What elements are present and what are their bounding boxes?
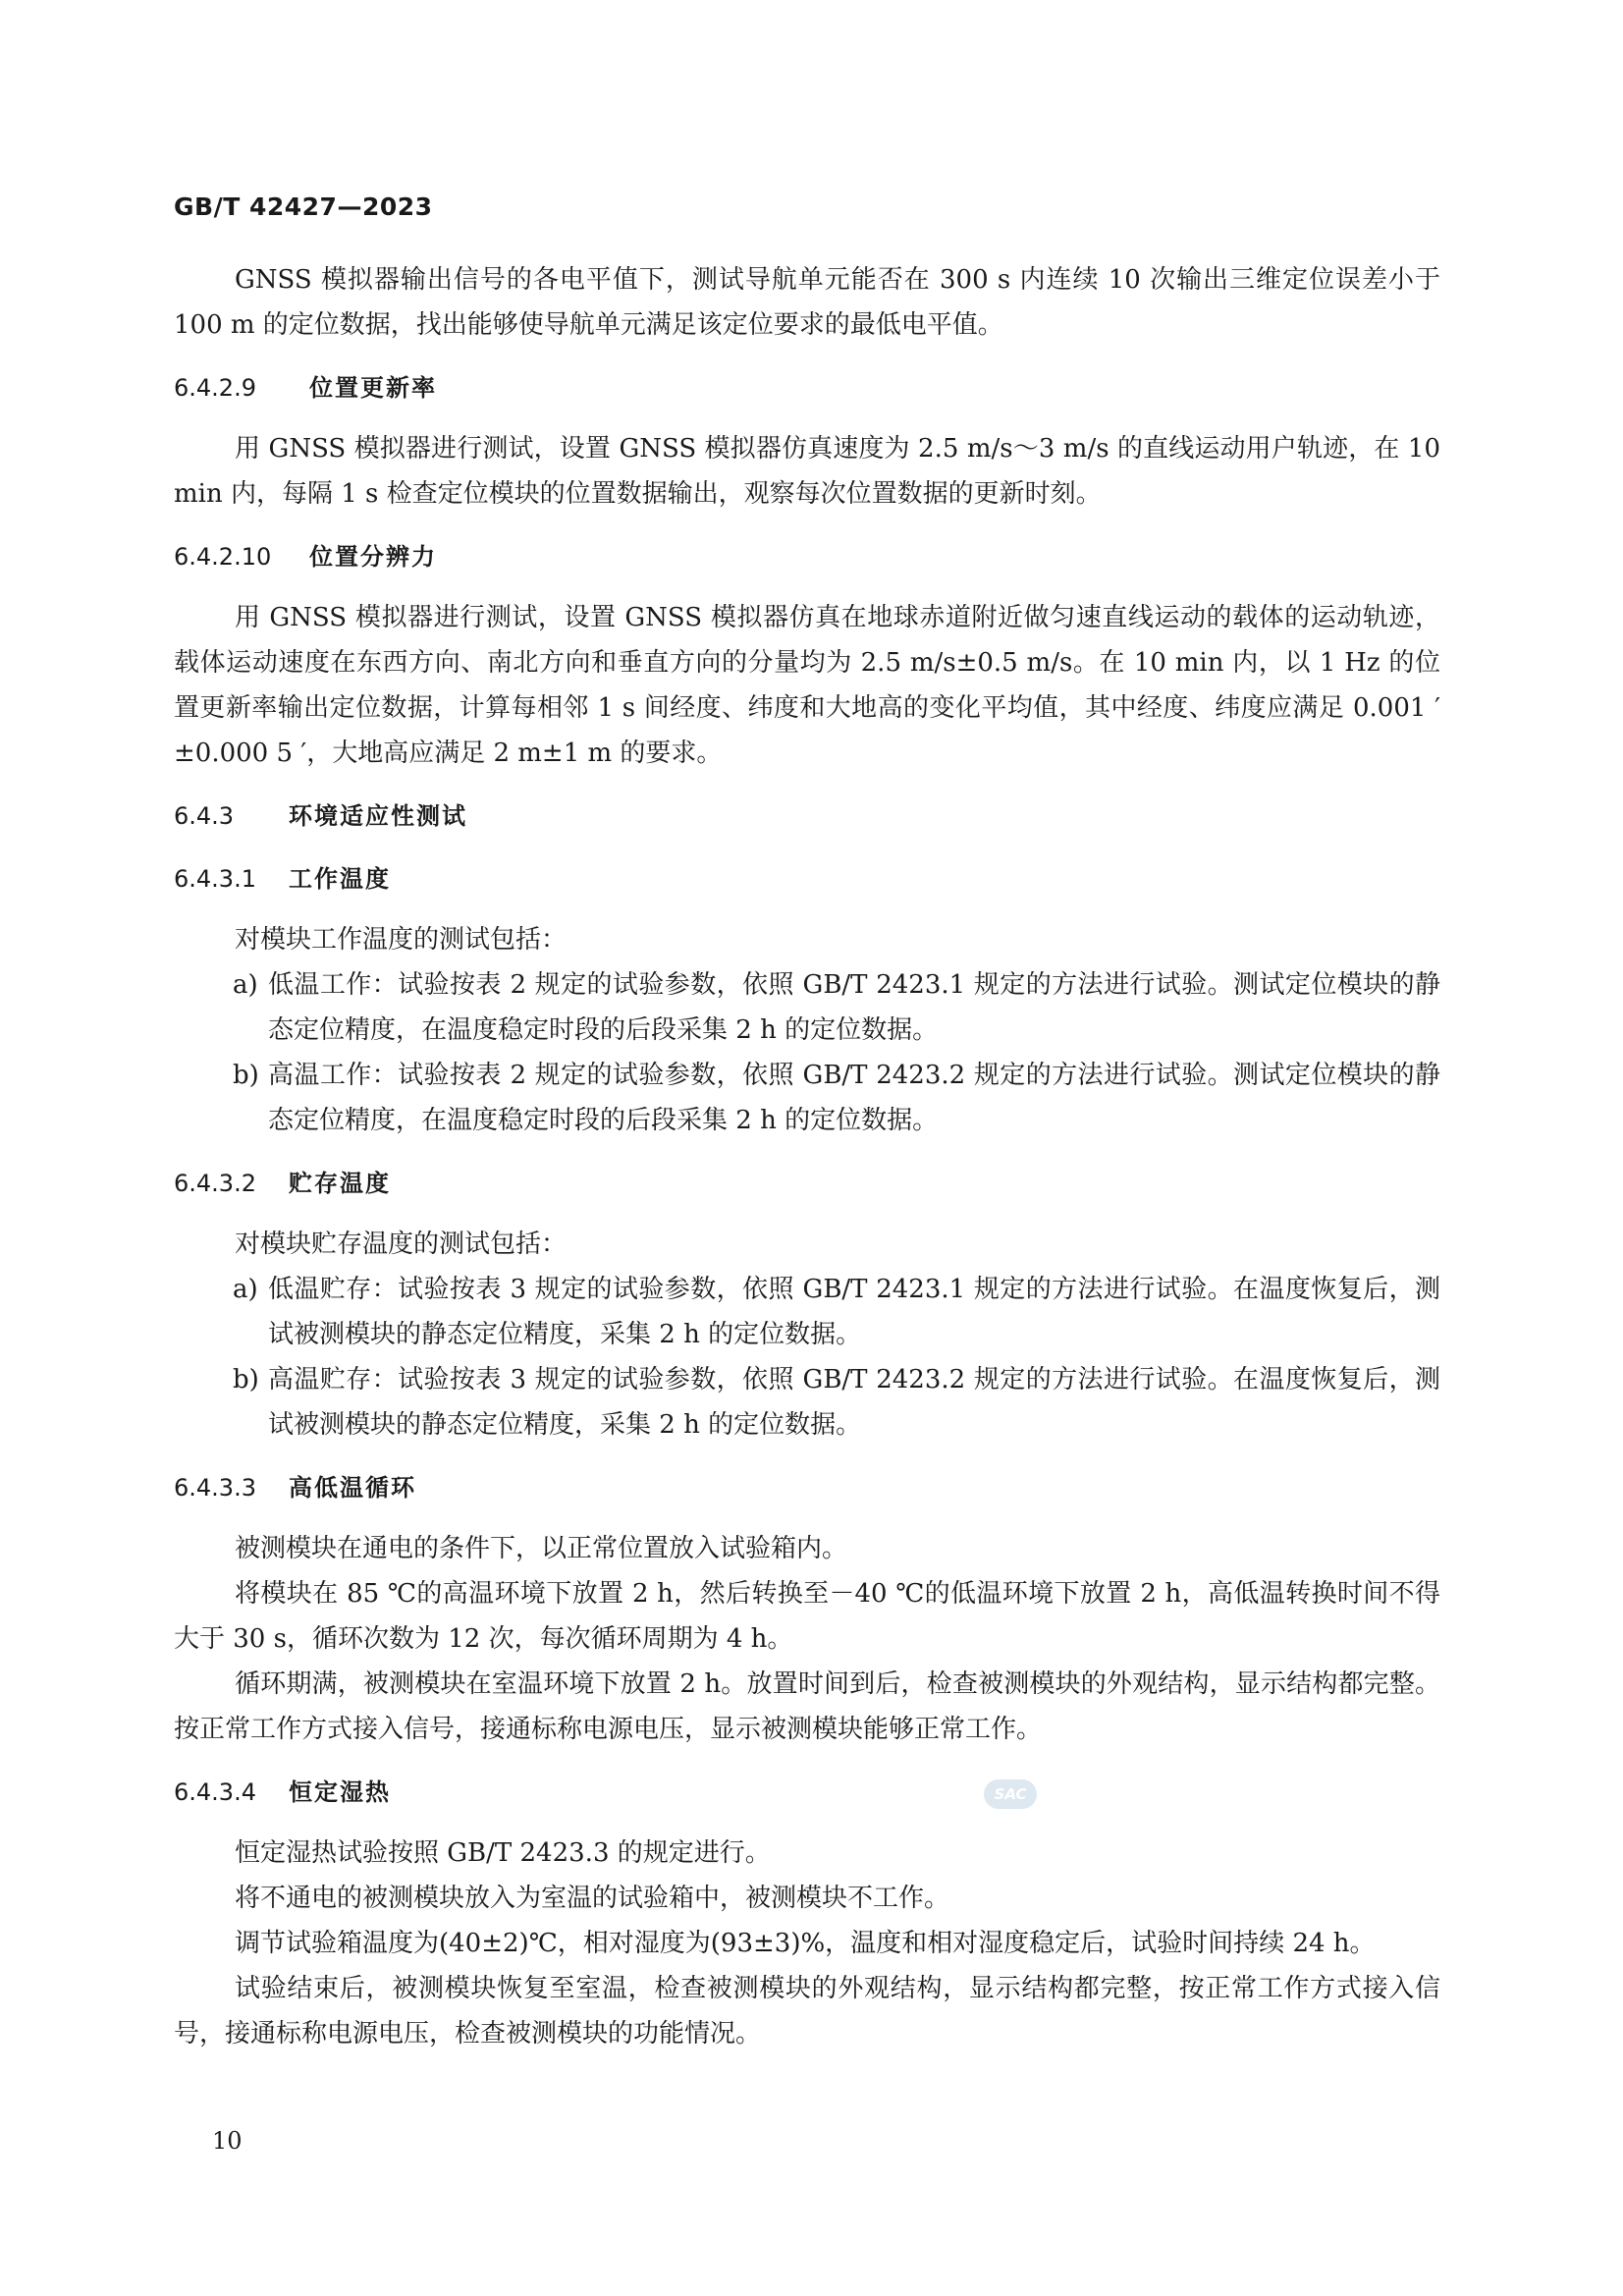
paragraph: 被测模块在通电的条件下，以正常位置放入试验箱内。 [235, 1534, 848, 1563]
paragraph: 调节试验箱温度为(40±2)℃，相对湿度为(93±3)%，温度和相对湿度稳定后，试验时间持续 24 h。 [235, 1929, 1376, 1958]
list-marker: b) [233, 1365, 259, 1394]
paragraph: 将不通电的被测模块放入为室温的试验箱中，被测模块不工作。 [235, 1884, 950, 1913]
section-number: 6.4.2.9 [174, 374, 256, 402]
paragraph: 用 GNSS 模拟器进行测试，设置 GNSS 模拟器仿真速度为 2.5 m/s～3 m/s 的直线运动用户轨迹，在 10 min 内，每隔 1 s 检查定位模块的位置数据输出，观察每次位置数据的更新时刻。 [174, 434, 1440, 509]
section-title: 位置更新率 [309, 374, 437, 402]
list-marker: a) [233, 970, 258, 1000]
list-item [174, 1267, 1440, 1357]
paragraph: 恒定湿热试验按照 GB/T 2423.3 的规定进行。 [235, 1838, 771, 1868]
section-heading-6-4-3-1 [174, 856, 1440, 902]
list-item [174, 1357, 1440, 1448]
paragraph: 试验结束后，被测模块恢复至室温，检查被测模块的外观结构，显示结构都完整，按正常工作方式接入信号，接通标称电源电压，检查被测模块的功能情况。 [174, 1974, 1440, 2049]
list-marker: b) [233, 1061, 259, 1090]
section-heading-6-4-3-2 [174, 1161, 1440, 1206]
paragraph: 用 GNSS 模拟器进行测试，设置 GNSS 模拟器仿真在地球赤道附近做匀速直线运动的载体的运动轨迹，载体运动速度在东西方向、南北方向和垂直方向的分量均为 2.5 m/s±0.5 m/s。在 10 min 内，以 1 Hz 的位置更新率输出定位数据，计算每相邻 1 s 间经度、纬度和大地高的变化平均值，其中经度、纬度应满足 0.001 ′±0.000 5 ′，大地高应满足 2 m±1 m 的要求。 [174, 603, 1440, 768]
list-item-text: 低温贮存：试验按表 3 规定的试验参数，依照 GB/T 2423.1 规定的方法进行试验。在温度恢复后，测试被测模块的静态定位精度，采集 2 h 的定位数据。 [268, 1275, 1440, 1349]
section-heading-6-4-3-4 [174, 1770, 1440, 1815]
page-content [174, 257, 1440, 2056]
list-intro: 对模块贮存温度的测试包括： [235, 1230, 568, 1259]
standard-number: GB/T 42427—2023 [174, 192, 433, 221]
section-number: 6.4.3.1 [174, 865, 256, 893]
list-intro: 对模块工作温度的测试包括： [235, 925, 568, 955]
section-title: 位置分辨力 [309, 543, 437, 571]
list-item-text: 高温贮存：试验按表 3 规定的试验参数，依照 GB/T 2423.2 规定的方法进行试验。在温度恢复后，测试被测模块的静态定位精度，采集 2 h 的定位数据。 [268, 1365, 1440, 1440]
section-title: 贮存温度 [289, 1170, 391, 1197]
section-number: 6.4.3 [174, 802, 235, 830]
page-number: 10 [212, 2127, 243, 2155]
list-item [174, 962, 1440, 1053]
section-title: 高低温循环 [289, 1474, 416, 1502]
list-item [174, 1053, 1440, 1143]
section-title: 恒定湿热 [289, 1778, 391, 1806]
continuation-paragraph: GNSS 模拟器输出信号的各电平值下，测试导航单元能否在 300 s 内连续 10 次输出三维定位误差小于 100 m 的定位数据，找出能够使导航单元满足该定位要求的最低电平值。 [174, 265, 1440, 340]
section-number: 6.4.3.3 [174, 1474, 256, 1502]
section-heading-6-4-2-10 [174, 534, 1440, 579]
section-heading-6-4-3-3 [174, 1465, 1440, 1510]
section-number: 6.4.3.4 [174, 1778, 256, 1806]
section-heading-6-4-2-9 [174, 365, 1440, 410]
list-marker: a) [233, 1275, 258, 1304]
list-item-text: 高温工作：试验按表 2 规定的试验参数，依照 GB/T 2423.2 规定的方法进行试验。测试定位模块的静态定位精度，在温度稳定时段的后段采集 2 h 的定位数据。 [268, 1061, 1440, 1135]
paragraph: 循环期满，被测模块在室温环境下放置 2 h。放置时间到后，检查被测模块的外观结构，显示结构都完整。按正常工作方式接入信号，接通标称电源电压，显示被测模块能够正常工作。 [174, 1669, 1440, 1744]
section-number: 6.4.3.2 [174, 1170, 256, 1197]
sac-watermark-logo: SAC [984, 1779, 1037, 1809]
section-heading-6-4-3 [174, 793, 1440, 839]
paragraph: 将模块在 85 ℃的高温环境下放置 2 h，然后转换至－40 ℃的低温环境下放置 2 h，高低温转换时间不得大于 30 s，循环次数为 12 次，每次循环周期为 4 h。 [174, 1579, 1440, 1654]
section-title: 环境适应性测试 [289, 802, 467, 830]
section-title: 工作温度 [289, 865, 391, 893]
list-item-text: 低温工作：试验按表 2 规定的试验参数，依照 GB/T 2423.1 规定的方法进行试验。测试定位模块的静态定位精度，在温度稳定时段的后段采集 2 h 的定位数据。 [268, 970, 1440, 1045]
section-number: 6.4.2.10 [174, 543, 272, 571]
